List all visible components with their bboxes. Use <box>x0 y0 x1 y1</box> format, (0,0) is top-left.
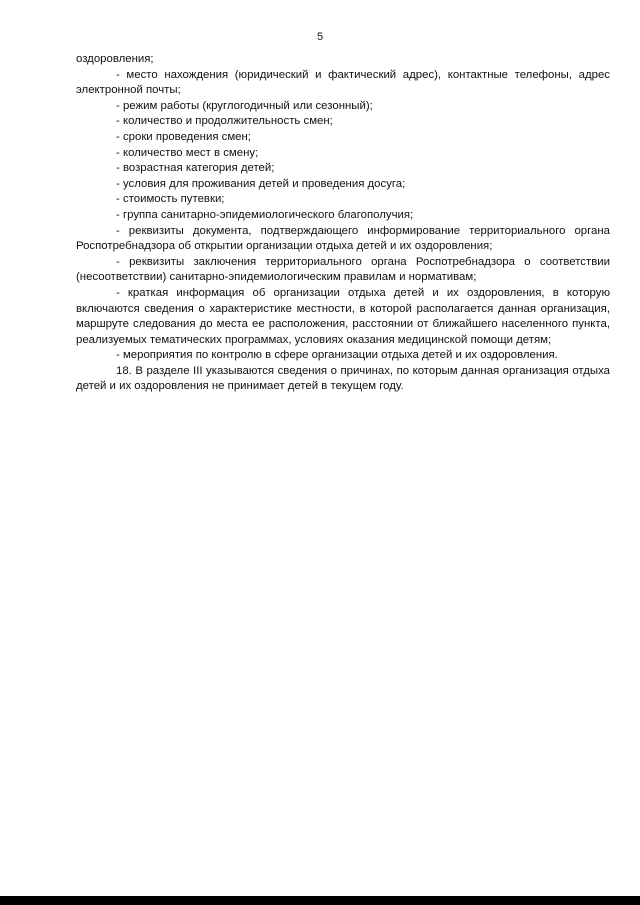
list-item-control-measures: - мероприятия по контролю в сфере организации отдыха детей и их оздоровления. <box>116 349 558 362</box>
page-number: 5 <box>316 31 324 43</box>
list-item-living-conditions: - условия для проживания детей и проведения досуга; <box>116 177 406 190</box>
list-item-places: - количество мест в смену; <box>116 146 259 159</box>
list-item-notification-document: - реквизиты документа, подтверждающего информирование территориального органа Роспотребнадзора об открытии организации отдыха детей и их оздоровления; <box>76 224 610 253</box>
list-item-shifts-count: - количество и продолжительность смен; <box>116 115 333 128</box>
list-item-age-category: - возрастная категория детей; <box>116 162 275 175</box>
paragraph-18: 18. В разделе III указываются сведения о причинах, по которым данная организация отдыха детей и их оздоровления не принимает детей в текущем году. <box>76 364 610 393</box>
list-item-conclusion-details: - реквизиты заключения территориального органа Роспотребнадзора о соответствии (несоответствии) санитарно-эпидемиологическим правилам и нормативам; <box>76 255 610 284</box>
document-body <box>76 52 610 395</box>
list-item-shift-dates: - сроки проведения смен; <box>116 130 251 143</box>
scan-bottom-edge <box>0 896 640 905</box>
paragraph-continuation: оздоровления; <box>76 53 154 65</box>
list-item-work-mode: - режим работы (круглогодичный или сезонный); <box>116 99 373 112</box>
list-item-voucher-cost: - стоимость путевки; <box>116 193 225 206</box>
list-item-sanitary-group: - группа санитарно-эпидемиологического благополучия; <box>116 208 414 221</box>
list-item-brief-info: - краткая информация об организации отдыха детей и их оздоровления, в которую включаются сведения о характеристике местности, в которой располагается данная организация, маршруте следования до места ее расположения, расстоянии от ближайшего населенного пункта, реализуемых тематических программах, условиях оказания медицинской помощи детям; <box>76 286 610 346</box>
list-item-address: - место нахождения (юридический и фактический адрес), контактные телефоны, адрес электронной почты; <box>76 68 610 97</box>
